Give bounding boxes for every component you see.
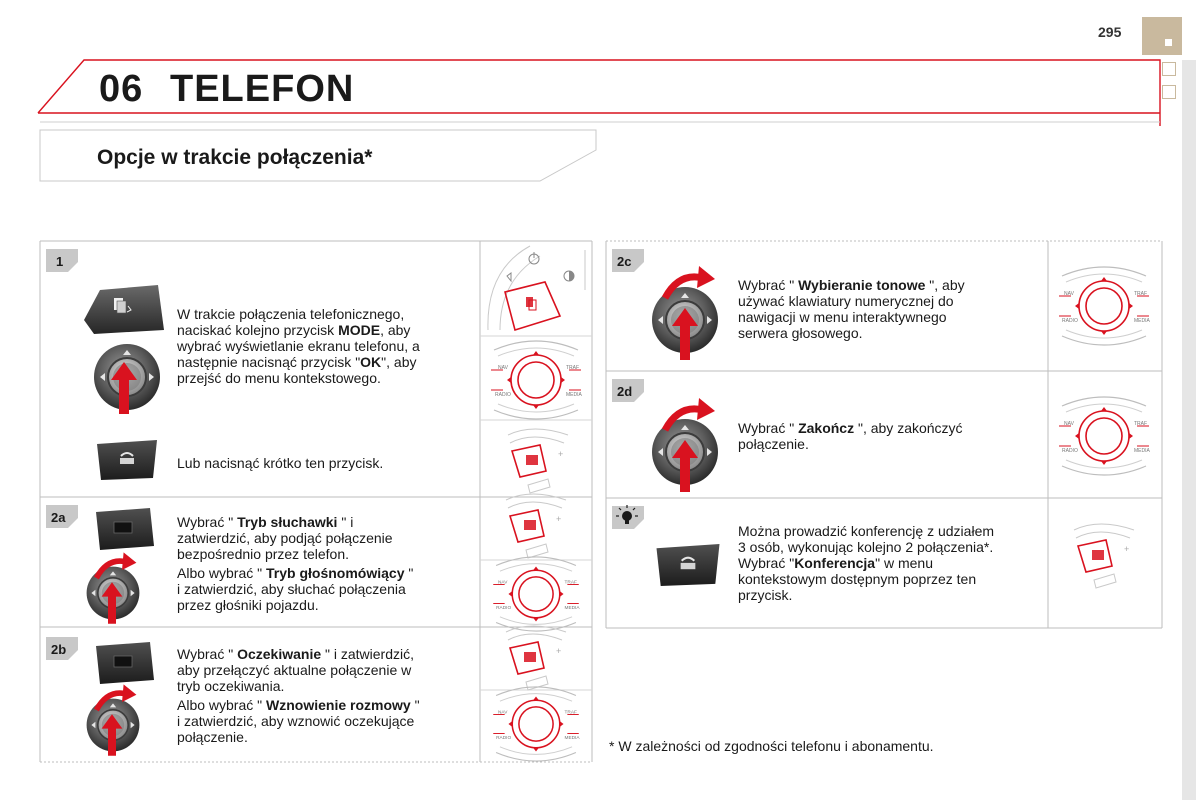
- text-line: i zatwierdzić, aby słuchać połączenia: [177, 581, 406, 597]
- media-label: MEDIA: [564, 606, 580, 612]
- steering-controls-illustration: [493, 687, 580, 761]
- traffic-label: TRAF: [1134, 291, 1148, 297]
- step-2d-instructions: [738, 420, 963, 452]
- text-line: następnie nacisnąć przycisk "OK", aby: [177, 354, 417, 370]
- black-key-icon: [96, 642, 154, 684]
- text-line: tryb oczekiwania.: [177, 678, 285, 694]
- step-badge-label: 2b: [51, 642, 67, 657]
- nav-label: NAV: [1064, 291, 1074, 297]
- text-line: zatwierdzić, aby podjąć połączenie: [177, 530, 393, 546]
- text-line: i zatwierdzić, aby wznowić oczekujące: [177, 713, 415, 729]
- radio-label: RADIO: [495, 392, 511, 398]
- step-badge-label: 2d: [617, 384, 633, 399]
- step-badge-1: [46, 249, 78, 272]
- phone-key-icon: [97, 440, 157, 480]
- mode-screen-illustration: [488, 246, 585, 330]
- chapter-title: TELEFON: [170, 68, 355, 110]
- radio-label: RADIO: [496, 736, 512, 742]
- text-line: przycisk.: [738, 587, 793, 603]
- black-key-icon: [96, 508, 154, 550]
- text-line: bezpośrednio przez telefon.: [177, 546, 349, 562]
- text-line: używać klawiatury numerycznej do: [738, 293, 954, 309]
- step-badge-2d: [612, 379, 644, 402]
- text-line: Albo wybrać " Tryb głośnomówiący ": [177, 565, 414, 581]
- phone-key-icon: [657, 544, 720, 586]
- tip-instructions: [738, 523, 994, 603]
- text-line: Wybrać " Tryb słuchawki " i: [177, 514, 354, 530]
- steering-controls-illustration: [1059, 397, 1151, 475]
- step-2b-alt-instructions: [177, 697, 420, 745]
- text-line: Wybrać " Wybieranie tonowe ", aby: [738, 277, 965, 293]
- steering-phone-button-illustration: [506, 626, 566, 690]
- text-line: przejść do menu kontekstowego.: [177, 370, 381, 386]
- radio-label: RADIO: [496, 606, 512, 612]
- text-line: kontekstowym dostępnym poprzez ten: [738, 571, 977, 587]
- page-number: 295: [1098, 24, 1122, 40]
- media-label: MEDIA: [566, 392, 582, 398]
- traffic-label: TRAF: [1134, 421, 1148, 427]
- text-line: Wybrać " Oczekiwanie " i zatwierdzić,: [177, 646, 415, 662]
- text-line: przez głośniki pojazdu.: [177, 597, 319, 613]
- text-line: nawigacji w menu interaktywnego: [738, 309, 947, 325]
- tip-lightbulb-icon: [612, 505, 644, 529]
- text-line: Albo wybrać " Wznowienie rozmowy ": [177, 697, 420, 713]
- step-badge-label: 2a: [51, 510, 66, 525]
- text-line: aby przełączyć aktualne połączenie w: [177, 662, 412, 678]
- section-title: Opcje w trakcie połączenia*: [97, 146, 373, 169]
- media-label: MEDIA: [1134, 448, 1150, 454]
- nav-label: NAV: [498, 365, 508, 371]
- step-2c-instructions: [738, 277, 965, 341]
- text-line: Wybrać "Konferencja" w menu: [738, 555, 933, 571]
- radio-label: RADIO: [1062, 318, 1078, 324]
- text-line: serwera głosowego.: [738, 325, 863, 341]
- step-2b-instructions: [177, 646, 414, 694]
- step-badge-2a: [46, 505, 78, 528]
- text-line: W trakcie połączenia telefonicznego,: [177, 306, 405, 322]
- step-badge-2c: [612, 249, 644, 272]
- text-line: 3 osób, wykonując kolejno 2 połączenia*.: [738, 539, 994, 555]
- media-label: MEDIA: [564, 736, 580, 742]
- traffic-label: TRAF: [564, 580, 577, 586]
- text-line: połączenie.: [738, 436, 809, 452]
- step-1-alt-instruction: Lub nacisnąć krótko ten przycisk.: [177, 455, 384, 471]
- media-label: MEDIA: [1134, 318, 1150, 324]
- step-1-instructions: [177, 306, 420, 386]
- mode-button-icon: [84, 285, 164, 334]
- text-line: wybrać wyświetlanie ekranu telefonu, a: [177, 338, 420, 354]
- step-2a-instructions: [177, 514, 393, 562]
- steering-phone-button-illustration: [508, 429, 568, 493]
- traffic-label: TRAF: [564, 710, 577, 716]
- steering-controls-illustration: [491, 341, 583, 419]
- footnote: * W zależności od zgodności telefonu i abonamentu.: [609, 738, 934, 754]
- steering-phone-button-illustration: [506, 494, 566, 558]
- steering-controls-illustration: [493, 557, 580, 631]
- step-badge-label: 2c: [617, 254, 632, 269]
- nav-label: NAV: [498, 710, 508, 716]
- nav-label: NAV: [1064, 421, 1074, 427]
- chapter-number: 06: [99, 68, 144, 110]
- nav-label: NAV: [498, 580, 508, 586]
- step-2a-alt-instructions: [177, 565, 413, 613]
- text-line: Wybrać " Zakończ ", aby zakończyć: [738, 420, 963, 436]
- text-line: połączenie.: [177, 729, 248, 745]
- steering-phone-button-illustration: [1074, 524, 1134, 588]
- steering-controls-illustration: [1059, 267, 1151, 345]
- radio-label: RADIO: [1062, 448, 1078, 454]
- text-line: naciskać kolejno przycisk MODE, aby: [177, 322, 411, 338]
- text-line: Można prowadzić konferencję z udziałem: [738, 523, 995, 539]
- step-badge-label: 1: [56, 254, 64, 269]
- traffic-label: TRAF: [566, 365, 580, 371]
- step-badge-2b: [46, 637, 78, 660]
